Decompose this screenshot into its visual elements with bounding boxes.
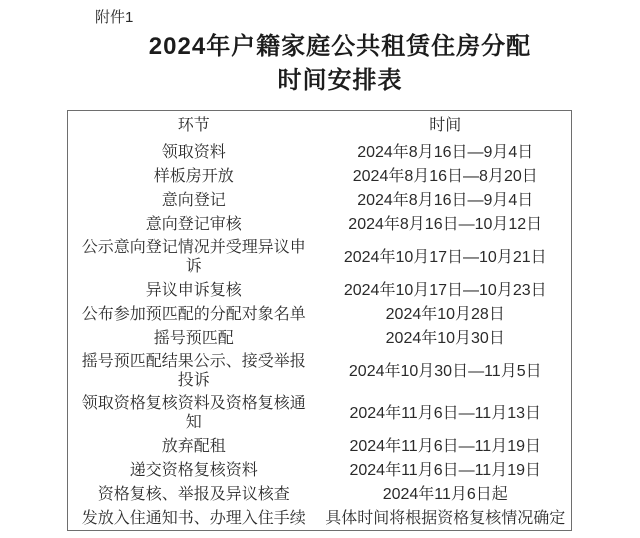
- step-cell: 样板房开放: [153, 167, 234, 185]
- table-row: [68, 434, 571, 458]
- column-header-time: 时间: [429, 117, 462, 134]
- page-title: [40, 30, 640, 98]
- time-cell: 2024年10月30日—11月5日: [348, 362, 542, 380]
- page-title-line-1: 2024年户籍家庭公共租赁住房分配: [148, 33, 532, 60]
- time-cell: 2024年8月16日—9月4日: [357, 143, 534, 161]
- table-row: [68, 140, 571, 164]
- table-row: [68, 482, 571, 506]
- table-row: [68, 326, 571, 350]
- time-cell: 2024年11月6日—11月13日: [349, 404, 541, 422]
- schedule-table: [67, 110, 572, 531]
- step-cell: 摇号预匹配: [153, 329, 234, 347]
- table-row: [68, 392, 571, 434]
- step-cell: 资格复核、举报及异议核查: [97, 485, 290, 503]
- time-cell: 2024年10月28日: [385, 305, 505, 323]
- step-cell: 发放入住通知书、办理入住手续: [81, 509, 306, 527]
- step-cell: 递交资格复核资料: [129, 461, 258, 479]
- column-header-step: 环节: [177, 117, 210, 134]
- table-row: [68, 212, 571, 236]
- time-cell: 具体时间将根据资格复核情况确定: [325, 509, 566, 527]
- time-cell: 2024年8月16日—8月20日: [352, 167, 538, 185]
- time-cell: 2024年10月17日—10月21日: [343, 248, 547, 266]
- step-cell: 领取资格复核资料及资格复核通知: [81, 395, 306, 431]
- table-header-row: [68, 111, 571, 140]
- table-row: [68, 302, 571, 326]
- step-cell: 摇号预匹配结果公示、接受举报投诉: [81, 353, 306, 389]
- time-cell: 2024年11月6日—11月19日: [349, 461, 541, 479]
- step-cell: 公布参加预匹配的分配对象名单: [81, 305, 306, 323]
- step-cell: 领取资料: [161, 143, 226, 161]
- table-body: [68, 140, 571, 530]
- step-cell: 公示意向登记情况并受理异议申诉: [81, 239, 306, 275]
- table-row: [68, 236, 571, 278]
- table-row: [68, 278, 571, 302]
- time-cell: 2024年8月16日—10月12日: [348, 215, 543, 233]
- time-cell: 2024年11月6日起: [382, 485, 508, 503]
- step-cell: 意向登记: [161, 191, 226, 209]
- time-cell: 2024年11月6日—11月19日: [349, 437, 541, 455]
- table-row: [68, 506, 571, 530]
- table-row: [68, 188, 571, 212]
- attachment-label: 附件1: [95, 9, 134, 26]
- step-cell: 放弃配租: [161, 437, 226, 455]
- table-row: [68, 350, 571, 392]
- time-cell: 2024年10月30日: [385, 329, 505, 347]
- table-row: [68, 458, 571, 482]
- table-row: [68, 164, 571, 188]
- time-cell: 2024年8月16日—9月4日: [357, 191, 534, 209]
- time-cell: 2024年10月17日—10月23日: [343, 281, 547, 299]
- page-title-line-2: 时间安排表: [277, 67, 403, 94]
- step-cell: 意向登记审核: [145, 215, 242, 233]
- step-cell: 异议申诉复核: [145, 281, 242, 299]
